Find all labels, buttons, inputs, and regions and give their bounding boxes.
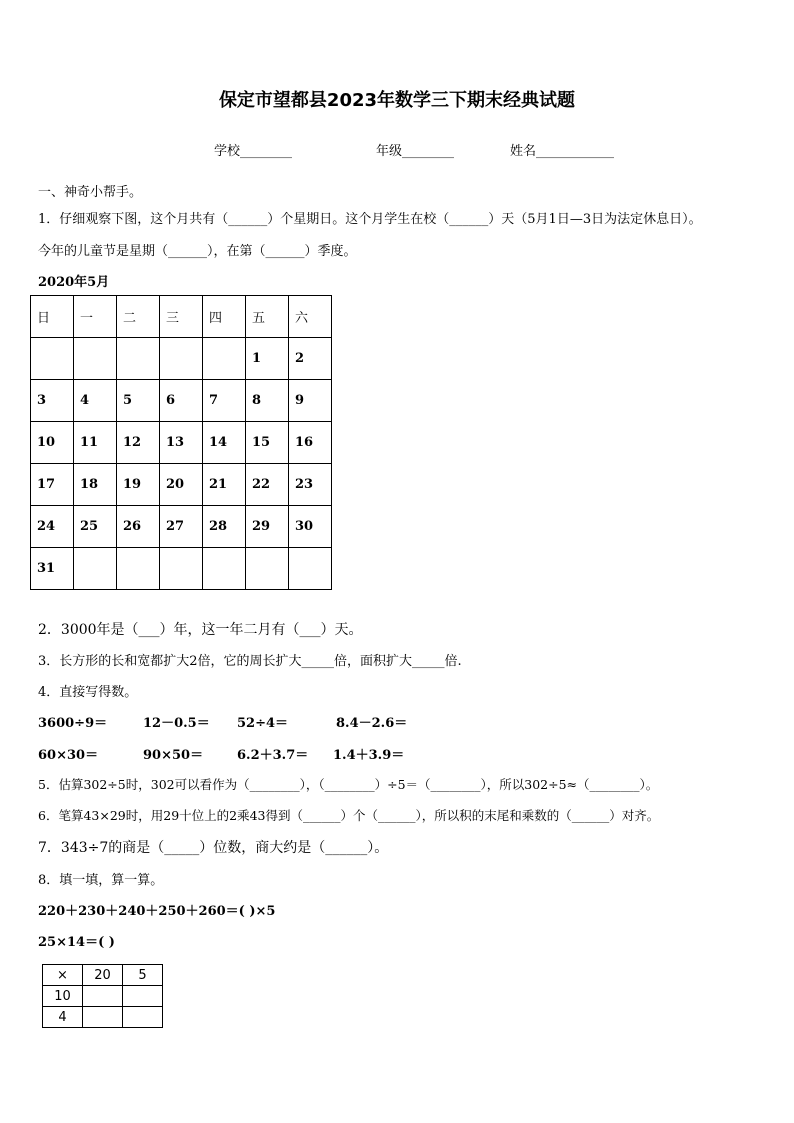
question-4-label: 4．直接写得数。 [38, 685, 138, 700]
question-8-label: 8．填一填，算一算。 [38, 873, 164, 888]
calendar-title: 2020年5月 [38, 275, 110, 290]
calendar-day-cell [117, 548, 160, 590]
grid-row [43, 965, 163, 986]
grid-answer-cell[interactable] [83, 1007, 123, 1028]
calendar-header-cell: 日 [31, 296, 74, 338]
question-8-line-1: 220＋230＋240＋250＋260＝( )×5 [38, 904, 276, 919]
calendar-day-cell [246, 548, 289, 590]
question-1-line-1: 1．仔细观察下图，这个月共有（______）个星期日。这个月学生在校（______）天（5月1日—3日为法定休息日）。 [38, 212, 702, 227]
calendar-day-cell: 4 [74, 380, 117, 422]
calendar-day-cell [74, 338, 117, 380]
calendar-day-cell: 17 [31, 464, 74, 506]
calendar-day-cell: 27 [160, 506, 203, 548]
calendar-day-cell: 20 [160, 464, 203, 506]
calendar-header-row [31, 296, 332, 338]
calendar-day-cell: 3 [31, 380, 74, 422]
grid-cell: 20 [83, 965, 123, 986]
grid-answer-cell[interactable] [123, 1007, 163, 1028]
calendar-table [30, 295, 332, 590]
grid-answer-cell[interactable] [123, 986, 163, 1007]
calendar-header-cell: 三 [160, 296, 203, 338]
calendar-header-cell: 五 [246, 296, 289, 338]
calendar-day-cell: 2 [289, 338, 332, 380]
question-6: 6．笔算43×29时，用29十位上的2乘43得到（______）个（______），所以积的末尾和乘数的（______）对齐。 [38, 808, 660, 823]
grid-answer-cell[interactable] [83, 986, 123, 1007]
calendar-day-cell [160, 338, 203, 380]
question-3: 3．长方形的长和宽都扩大2倍，它的周长扩大_____倍，面积扩大_____倍. [38, 654, 462, 669]
calendar-day-cell: 11 [74, 422, 117, 464]
calendar-week-row [31, 506, 332, 548]
calendar-day-cell: 10 [31, 422, 74, 464]
calendar-day-cell: 21 [203, 464, 246, 506]
calendar-header-cell: 二 [117, 296, 160, 338]
calendar-day-cell: 18 [74, 464, 117, 506]
calendar-day-cell [117, 338, 160, 380]
calc-item: 12－0.5＝ [143, 716, 210, 731]
calendar-day-cell [160, 548, 203, 590]
calendar-header-cell: 六 [289, 296, 332, 338]
calendar-day-cell: 8 [246, 380, 289, 422]
calc-item: 60×30＝ [38, 748, 99, 763]
calendar-day-cell: 13 [160, 422, 203, 464]
grid-row [43, 1007, 163, 1028]
calendar-week-row [31, 380, 332, 422]
calendar-day-cell: 31 [31, 548, 74, 590]
question-5: 5．估算302÷5时，302可以看作为（________），（________）÷5＝（________），所以302÷5≈（________）。 [38, 777, 659, 792]
grid-cell: 4 [43, 1007, 83, 1028]
calendar-week-row [31, 464, 332, 506]
grid-cell: 10 [43, 986, 83, 1007]
calendar-day-cell: 29 [246, 506, 289, 548]
grid-cell: 5 [123, 965, 163, 986]
calc-item: 52÷4＝ [237, 716, 289, 731]
calendar-day-cell: 28 [203, 506, 246, 548]
grid-row [43, 986, 163, 1007]
calendar-day-cell [203, 548, 246, 590]
calendar-day-cell: 7 [203, 380, 246, 422]
calendar-header-cell: 四 [203, 296, 246, 338]
question-7: 7．343÷7的商是（_____）位数，商大约是（______）。 [38, 840, 389, 856]
calendar-day-cell [31, 338, 74, 380]
calendar-week-row [31, 338, 332, 380]
calendar-header-cell: 一 [74, 296, 117, 338]
calc-item: 6.2＋3.7＝ [237, 748, 309, 763]
calendar-week-row [31, 548, 332, 590]
calendar-day-cell: 25 [74, 506, 117, 548]
page-title: 保定市望都县2023年数学三下期末经典试题 [218, 90, 576, 111]
question-2: 2．3000年是（___）年，这一年二月有（___）天。 [38, 622, 363, 638]
calendar-day-cell: 24 [31, 506, 74, 548]
calendar-day-cell: 9 [289, 380, 332, 422]
calendar-day-cell: 30 [289, 506, 332, 548]
calc-item: 3600÷9＝ [38, 716, 108, 731]
calendar-day-cell: 19 [117, 464, 160, 506]
calendar-day-cell: 15 [246, 422, 289, 464]
question-8-line-2: 25×14＝( ) [38, 935, 115, 950]
calendar-day-cell: 14 [203, 422, 246, 464]
calc-item: 1.4＋3.9＝ [333, 748, 405, 763]
name-field: 姓名____________ [510, 144, 615, 159]
school-field: 学校________ [214, 144, 293, 159]
calendar-day-cell: 23 [289, 464, 332, 506]
grade-field: 年级________ [376, 144, 455, 159]
calendar-day-cell: 5 [117, 380, 160, 422]
question-1-line-2: 今年的儿童节是星期（______），在第（______）季度。 [38, 244, 357, 259]
calendar-week-row [31, 422, 332, 464]
calc-item: 90×50＝ [143, 748, 204, 763]
multiplication-grid [42, 964, 163, 1028]
section-heading: 一、神奇小帮手。 [38, 185, 143, 200]
calendar-day-cell: 6 [160, 380, 203, 422]
grid-cell: × [43, 965, 83, 986]
calendar-day-cell: 1 [246, 338, 289, 380]
calendar-day-cell: 16 [289, 422, 332, 464]
calendar-day-cell [289, 548, 332, 590]
calendar-day-cell: 22 [246, 464, 289, 506]
calendar-day-cell: 26 [117, 506, 160, 548]
calendar-day-cell [74, 548, 117, 590]
calc-item: 8.4－2.6＝ [336, 716, 408, 731]
calendar-day-cell: 12 [117, 422, 160, 464]
calendar-day-cell [203, 338, 246, 380]
